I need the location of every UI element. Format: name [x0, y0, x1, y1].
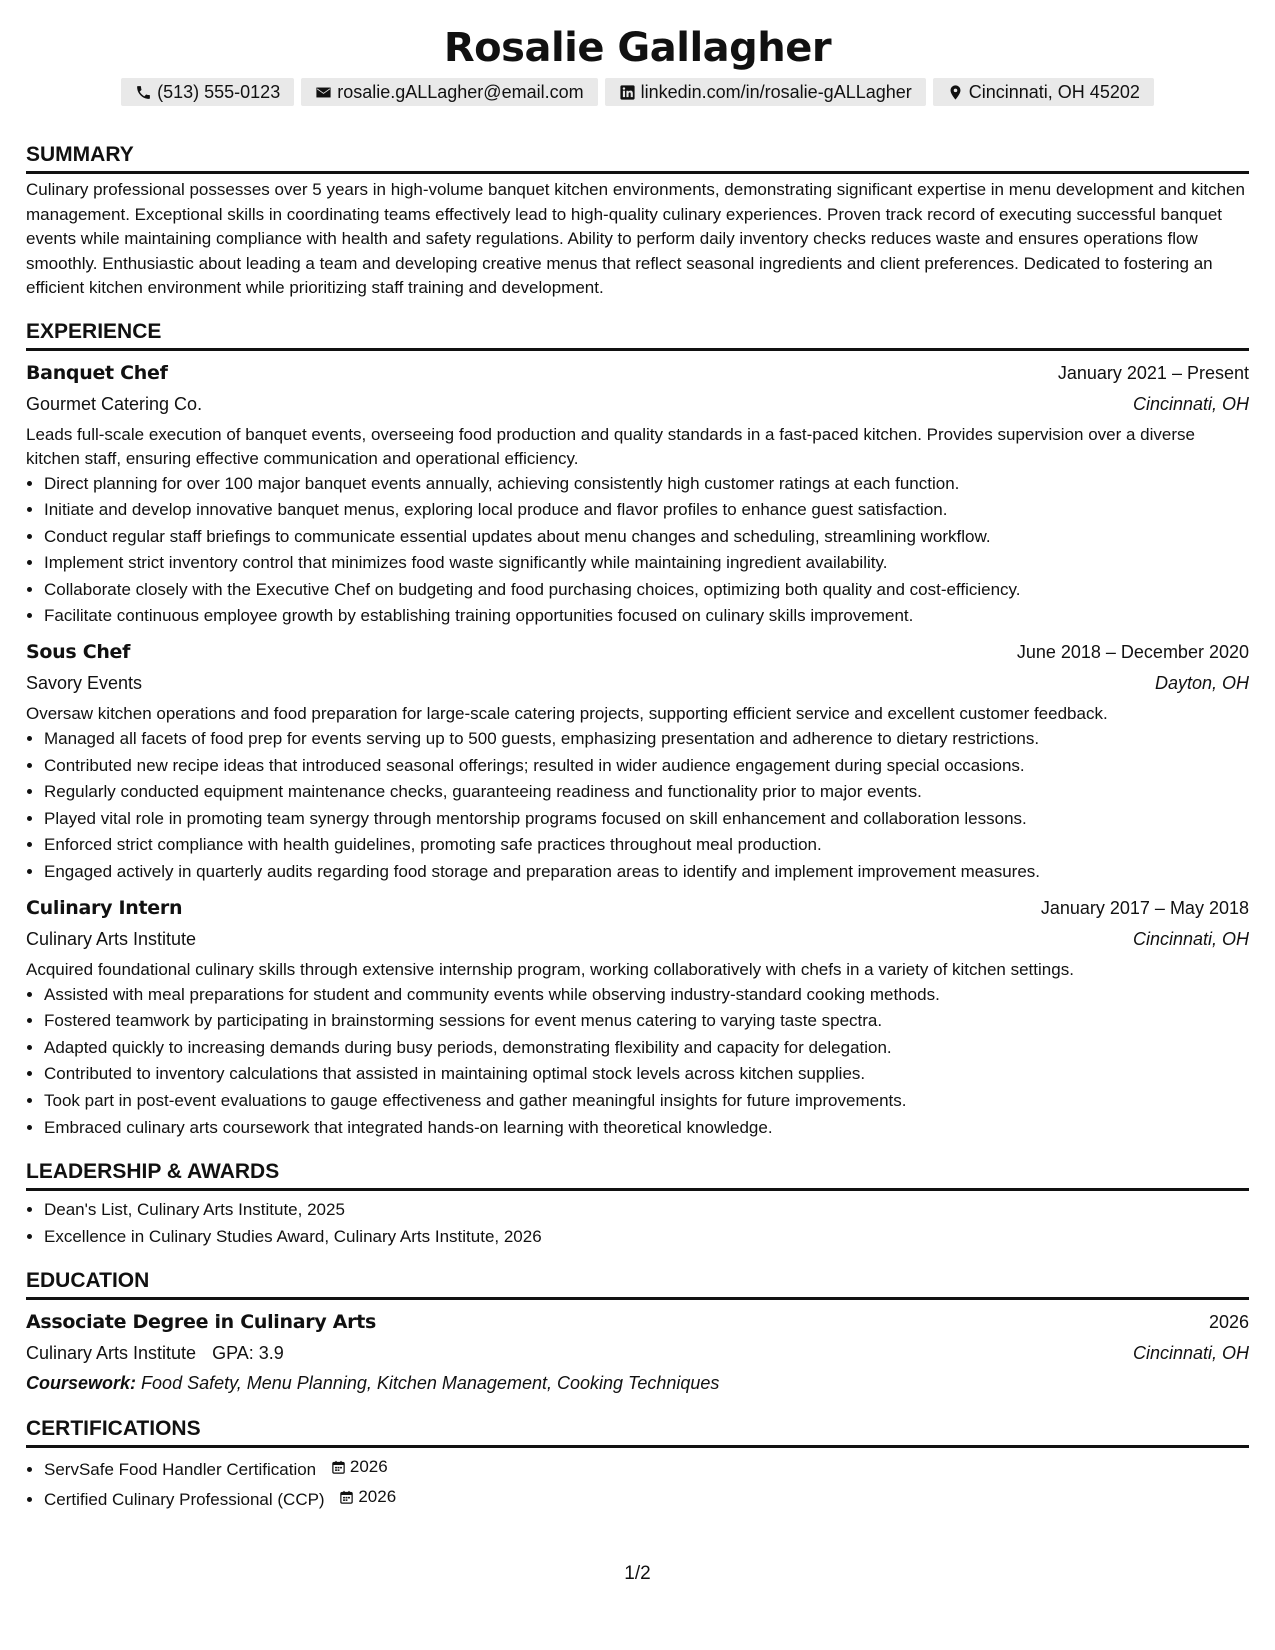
- list-item: • Took part in post-event evaluations to gauge effectiveness and gather meaningful insights for future improvements.: [44, 1088, 1249, 1115]
- list-item: • Engaged actively in quarterly audits regarding food storage and preparation areas to identify and implement improvement measures.: [44, 859, 1249, 886]
- location-chip: [933, 78, 1154, 106]
- linkedin-icon: [619, 84, 636, 101]
- coursework-list: Food Safety, Menu Planning, Kitchen Management, Cooking Techniques: [141, 1373, 720, 1394]
- job-company: Culinary Arts Institute: [26, 928, 197, 949]
- job-location: Cincinnati, OH: [1132, 928, 1249, 949]
- awards-heading: LEADERSHIP & AWARDS: [26, 1159, 1249, 1191]
- email-text: rosalie.gALLagher@email.com: [337, 82, 584, 102]
- map-pin-icon: [947, 84, 964, 101]
- calendar-icon: [339, 1490, 354, 1505]
- summary-heading: SUMMARY: [26, 142, 1249, 174]
- job-location: Dayton, OH: [1154, 673, 1249, 694]
- experience-heading: EXPERIENCE: [26, 319, 1249, 351]
- job-location: Cincinnati, OH: [1132, 393, 1249, 414]
- job-entry: [26, 892, 1249, 1142]
- list-item: • Excellence in Culinary Studies Award, Culinary Arts Institute, 2026: [44, 1224, 1249, 1251]
- education-heading: EDUCATION: [26, 1268, 1249, 1300]
- job-description: Leads full-scale execution of banquet events, overseeing food production and quality standards in a fast-paced kitchen. Provides supervision over a diverse kitchen staff, ensuring effective communication and operational efficiency.: [26, 424, 1195, 468]
- gpa: GPA: 3.9: [212, 1343, 284, 1364]
- list-item: [44, 1454, 1249, 1483]
- certification-name: Certified Culinary Professional (CCP): [44, 1489, 325, 1509]
- certification-date: 2026: [358, 1486, 397, 1506]
- list-item: • Contributed new recipe ideas that introduced seasonal offerings; resulted in wider audience engagement during special occasions.: [44, 753, 1249, 780]
- coursework: [26, 1368, 1249, 1398]
- list-item: • Collaborate closely with the Executive Chef on budgeting and food purchasing choices, optimizing both quality and cost-efficiency.: [44, 577, 1249, 604]
- list-item: • Played vital role in promoting team synergy through mentorship programs focused on skill enhancement and collaboration lessons.: [44, 806, 1249, 833]
- job-entry: [26, 357, 1249, 631]
- job-description: Oversaw kitchen operations and food preparation for large-scale catering projects, supporting efficient service and excellent customer feedback.: [26, 704, 1108, 724]
- degree-title: Associate Degree in Culinary Arts: [26, 1311, 377, 1334]
- job-title: Banquet Chef: [26, 361, 168, 384]
- certifications-heading: CERTIFICATIONS: [26, 1416, 1249, 1448]
- list-item: • Implement strict inventory control that minimizes food waste significantly while maintaining ingredient availability.: [44, 550, 1249, 577]
- job-dates: January 2021 – Present: [1057, 362, 1249, 383]
- education-entry: [26, 1306, 1249, 1398]
- list-item: • Regularly conducted equipment maintenance checks, guaranteeing readiness and functionality prior to major events.: [44, 779, 1249, 806]
- job-bullets: [26, 726, 1249, 886]
- phone-icon: [135, 84, 152, 101]
- email-chip: [301, 78, 597, 106]
- list-item: • Contributed to inventory calculations that assisted in maintaining optimal stock levels across kitchen supplies.: [44, 1061, 1249, 1088]
- list-item: • Adapted quickly to increasing demands during busy periods, demonstrating flexibility and capacity for delegation.: [44, 1035, 1249, 1062]
- awards-list: [26, 1197, 1249, 1250]
- job-bullets: [26, 982, 1249, 1142]
- job-title: Sous Chef: [26, 641, 131, 664]
- job-company: Savory Events: [26, 673, 143, 694]
- school-location: Cincinnati, OH: [1132, 1343, 1249, 1364]
- list-item: • Dean's List, Culinary Arts Institute, 2025: [44, 1197, 1249, 1224]
- job-company: Gourmet Catering Co.: [26, 393, 203, 414]
- envelope-icon: [315, 84, 332, 101]
- list-item: • Conduct regular staff briefings to communicate essential updates about menu changes and scheduling, streamlining workflow.: [44, 524, 1249, 551]
- job-description: Acquired foundational culinary skills through extensive internship program, working collaboratively with chefs in a variety of kitchen settings.: [26, 959, 1074, 979]
- candidate-name: Rosalie Gallagher: [443, 25, 832, 71]
- list-item: • Facilitate continuous employee growth by establishing training opportunities focused on culinary skills improvement.: [44, 603, 1249, 630]
- list-item: • Managed all facets of food prep for events serving up to 500 guests, emphasizing presentation and adherence to dietary restrictions.: [44, 726, 1249, 753]
- job-title: Culinary Intern: [26, 896, 183, 919]
- certifications-list: [26, 1454, 1249, 1513]
- list-item: • Embraced culinary arts coursework that integrated hands-on learning with theoretical knowledge.: [44, 1115, 1249, 1142]
- job-bullets: [26, 471, 1249, 631]
- list-item: • Direct planning for over 100 major banquet events annually, achieving consistently high customer ratings at each function.: [44, 471, 1249, 498]
- list-item: [44, 1484, 1249, 1513]
- list-item: • Fostered teamwork by participating in brainstorming sessions for event menus catering to varying taste spectra.: [44, 1008, 1249, 1035]
- linkedin-text: linkedin.com/in/rosalie-gALLagher: [640, 82, 912, 102]
- certification-name: ServSafe Food Handler Certification: [44, 1460, 317, 1480]
- job-dates: June 2018 – December 2020: [1016, 642, 1249, 663]
- list-item: • Initiate and develop innovative banquet menus, exploring local produce and flavor profiles to enhance guest satisfaction.: [44, 497, 1249, 524]
- location-text: Cincinnati, OH 45202: [968, 82, 1140, 102]
- certification-date: 2026: [349, 1457, 388, 1477]
- calendar-icon: [331, 1460, 346, 1475]
- list-item: • Enforced strict compliance with health guidelines, promoting safe practices throughout meal production.: [44, 832, 1249, 859]
- page-number: 1/2: [624, 1563, 651, 1584]
- job-entry: [26, 636, 1249, 886]
- list-item: • Assisted with meal preparations for student and community events while observing industry-standard cooking methods.: [44, 982, 1249, 1009]
- contact-bar: [26, 78, 1249, 106]
- linkedin-chip: [605, 78, 926, 106]
- coursework-label: Coursework:: [26, 1373, 137, 1394]
- phone-text: (513) 555-0123: [157, 82, 281, 102]
- school-name: Culinary Arts Institute: [26, 1343, 197, 1364]
- phone-chip: [121, 78, 294, 106]
- degree-year: 2026: [1208, 1312, 1249, 1333]
- job-dates: January 2017 – May 2018: [1040, 897, 1249, 918]
- summary-text: Culinary professional possesses over 5 years in high-volume banquet kitchen environments, demonstrating significant expertise in menu development and kitchen management. Exceptional skills in coordinating teams effectively lead to high-quality culinary experiences. Proven track record of executing successful banquet events while maintaining compliance with health and safety regulations. Ability to perform daily inventory checks reduces waste and ensures operations flow smoothly. Enthusiastic about leading a team and developing creative menus that reflect seasonal ingredients and client preferences. Dedicated to fostering an efficient kitchen environment while prioritizing staff training and development.: [26, 180, 1246, 297]
